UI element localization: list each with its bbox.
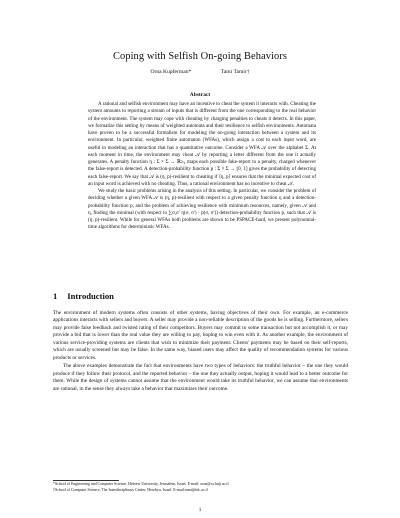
page-number: 1: [198, 507, 202, 513]
paper-title: Coping with Selfish On-going Behaviors: [112, 51, 288, 62]
section-heading: [53, 291, 114, 301]
abstract-paragraph: A rational and selfish environment may have an incentive to cheat the system it interacts with. Cheating the system amounts to reporting a stream of inputs that is different from the one corresponding to the real behavior of the environment. The system may cope with cheating by charging penalties to cheats it detects. In this paper, we formalize this setting by means of weighted automata and their resilience to selfish environments. Automata have proven to be a successful formalism for modeling the on-going interaction between a system and its environment. In particular, weighted finite automaton (WFAs), which assign a cost to each input word, are useful in modeling an interaction that has a quantitative outcome. Consider a WFA 𝒜 over the alphabet Σ. At each moment in time, the environment may cheat 𝒜 by reporting a letter different from the one it actually generates. A penalty function η : Σ × Σ → ℝ≥₀ maps each possible fake-report to a penalty, charged whenever the false-report is detected. A detection-probability function p : Σ × Σ → [0, 1] gives the probability of detecting each false-report. We say that 𝒜 is (η, p)-resilient to cheating if ⟨η, p⟩ ensures that the minimal expected cost of an input word is achieved with no cheating. Thus, a rational environment has no incentive to cheat 𝒜.: [88, 101, 316, 187]
author-name: Tami Tamir†: [220, 69, 250, 75]
body-paragraph: The above examples demonstrate the fact that environments have two types of behaviors: the truthful behavior – the one they would produce if they follow their protocol, and the reported behavior – the one they actually output, hoping it would lead to a better outcome for them. While the design of systems cannot assume that the environment would take its truthful behavior, we can assume that environments are rational, in the sense they always take a behavior that maximizes their outcome.: [53, 363, 348, 392]
footnote-rule: [53, 480, 119, 481]
section-number: 1: [53, 291, 58, 301]
abstract-paragraph: We study the basic problems arising in the analysis of this setting. In particular, we consider the problem of deciding whether a given WFA 𝒜 is (η, p)-resilient with respect to a given penalty function η and a detection-probability function p, and the problem of achieving resilience with minimum resources, namely, given 𝒜 and η, finding the minimal (with respect to ∑σ,σ′ η(σ, σ′) · p(σ, σ′)) detection-probability function p, such that 𝒜 is (η, p)-resilient. While for general WFAs both problems are shown to be PSPACE-hard, we present polynomial-time algorithms for deterministic WFAs.: [88, 188, 316, 231]
footnote: *School of Engineering and Computer Science, Hebrew University, Jerusalem, Israel. E-mail: orna@cs.huji.ac.il: [53, 482, 229, 486]
body-paragraph: The environment of modern systems often consists of other systems, having objectives of their own. For example, an e-commerce applications interacts with sellers and buyers. A seller may provide a non-reliable description of the goods he is selling. Furthermore, sellers may provide false feedback and twisted rating of their competitors. Buyers may commit to some transaction but not accomplish it, or may provide a bid that is lower than the real value they are willing to pay, hoping to win even with it. As another example, the environment of various service-providing systems are clients that wish to minimize their payment. Clients' payments may be based on their self-reports, which are usually screened but may be false. In the same way, biased users may affect the quality of recommendation systems for various products or services.: [53, 310, 348, 361]
section-body: [53, 310, 348, 394]
section-title: Introduction: [67, 291, 114, 301]
author-name: Orna Kupferman*: [150, 69, 192, 75]
abstract: [88, 101, 316, 232]
footnote: †School of Computer Science, The Interdisciplinary Center, Herzliya, Israel. E-mail:tami@idc.ac.il: [53, 488, 208, 492]
abstract-heading: Abstract: [189, 92, 211, 98]
author-list: [0, 69, 400, 75]
